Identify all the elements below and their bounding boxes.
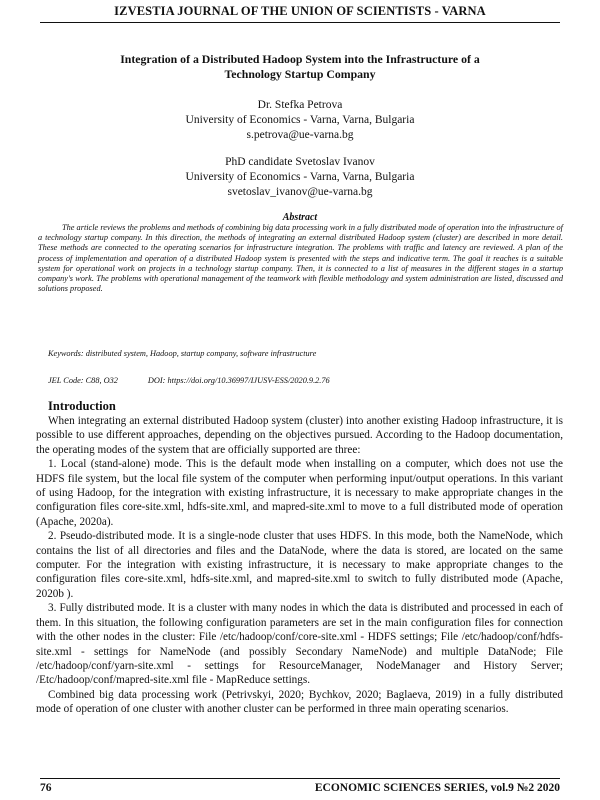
title-line-1: Integration of a Distributed Hadoop System into the Infrastructure of a — [120, 52, 480, 66]
introduction-heading: Introduction — [48, 399, 116, 413]
page-number: 76 — [40, 782, 52, 794]
author-name: PhD candidate Svetoslav Ivanov — [225, 156, 375, 168]
author-affiliation: University of Economics - Varna, Varna, Bulgaria — [185, 171, 415, 183]
author-email: svetoslav_ivanov@ue-varna.bg — [227, 186, 373, 198]
paragraph: When integrating an external distributed Hadoop system (cluster) into another existing Hadoop infrastructure, it is possible to use different approaches, depending on the objectives pursued. According to the Hadoop documentation, the operating modes of the system that are officially supported are three: — [36, 415, 563, 456]
author-block-2 — [40, 155, 560, 200]
jel-doi-line — [48, 376, 558, 385]
paragraph: 2. Pseudo-distributed mode. It is a single-node cluster that uses HDFS. In this mode, both the NameNode, which contains the list of all directories and files and the DataNode, where the data is stored, are located on the same computer. For the integration with existing infrastructure, it is necessary to make appropriate changes to the configuration files core-site.xml, hdfs-site.xml, and mapred-site.xml to switch to fully distributed mode (Apache, 2020b ). — [36, 530, 563, 600]
paragraph: Combined big data processing work (Petrivskyi, 2020; Bychkov, 2020; Baglaeva, 2019) in a fully distributed mode of operation of one cluster with another cluster can be performed in three main operating scenarios. — [36, 688, 563, 716]
footer-rule — [40, 778, 560, 779]
keywords: Keywords: distributed system, Hadoop, startup company, software infrastructure — [48, 349, 317, 358]
paragraph: 1. Local (stand-alone) mode. This is the default mode when installing on a computer, which does not use the HDFS file system, but the local file system of the computer when performing input/output operations. In this variant of using Hadoop, for the integration with existing infrastructure, it is necessary to make appropriate changes in the configuration files core-site.xml, hdfs-site.xml, and mapred-site.xml to move to a full distributed mode of operation (Apache, 2020a). — [36, 458, 563, 528]
abstract-heading: Abstract — [282, 212, 318, 223]
abstract-text: The article reviews the problems and methods of combining big data processing work in a fully distributed mode of operation into the infrastructure of a technology startup company. In this direction, the methods of integrating an external distributed Hadoop system (cluster) are described in more detail. These methods are connected to the operating scenarios for infrastructure integration. The problems with traffic and latency are reviewed. A plan of the process of implementation and operation of a distributed Hadoop system is presented with the steps and indicative term. The goal it reaches is a suitable system for operational work on projects in a technology startup company. Then, it is connected to a list of measures in the different stages in a startup company's work. The problems with operational management of the teamwork with flexible methodology and system administration are listed, discussed and solutions proposed. — [38, 223, 563, 294]
doi: DOI: https://doi.org/10.36997/IJUSV-ESS/2020.9.2.76 — [147, 376, 330, 385]
paragraph: 3. Fully distributed mode. It is a cluster with many nodes in which the data is distributed and processed in each of them. In this situation, the following configuration parameters are set in the main configuration files for connection with the other nodes in the cluster: File /etc/hadoop/conf/core-site.xml - HDFS settings; File /etc/hadoop/conf/hdfs-site.xml - settings for NameNode (and possibly Secondary NameNode) and multiple DataNode; File /etc/hadoop/conf/yarn-site.xml - settings for ResourceManager, NodeManager and History Server; /Etc/hadoop/conf/mapred-site.xml file - MapReduce settings. — [36, 602, 563, 687]
author-email: s.petrova@ue-varna.bg — [246, 129, 354, 141]
author-affiliation: University of Economics - Varna, Varna, Bulgaria — [185, 114, 415, 126]
author-block-1 — [40, 98, 560, 143]
title-line-2: Technology Startup Company — [224, 67, 376, 81]
header-rule — [40, 22, 560, 23]
jel-code: JEL Code: C88, O32 — [48, 376, 118, 385]
journal-header: IZVESTIA JOURNAL OF THE UNION OF SCIENTISTS - VARNA — [114, 4, 486, 18]
series-info: ECONOMIC SCIENCES SERIES, vol.9 №2 2020 — [314, 782, 560, 794]
introduction-body — [36, 414, 563, 717]
author-name: Dr. Stefka Petrova — [257, 99, 343, 111]
paper-title — [40, 52, 560, 82]
